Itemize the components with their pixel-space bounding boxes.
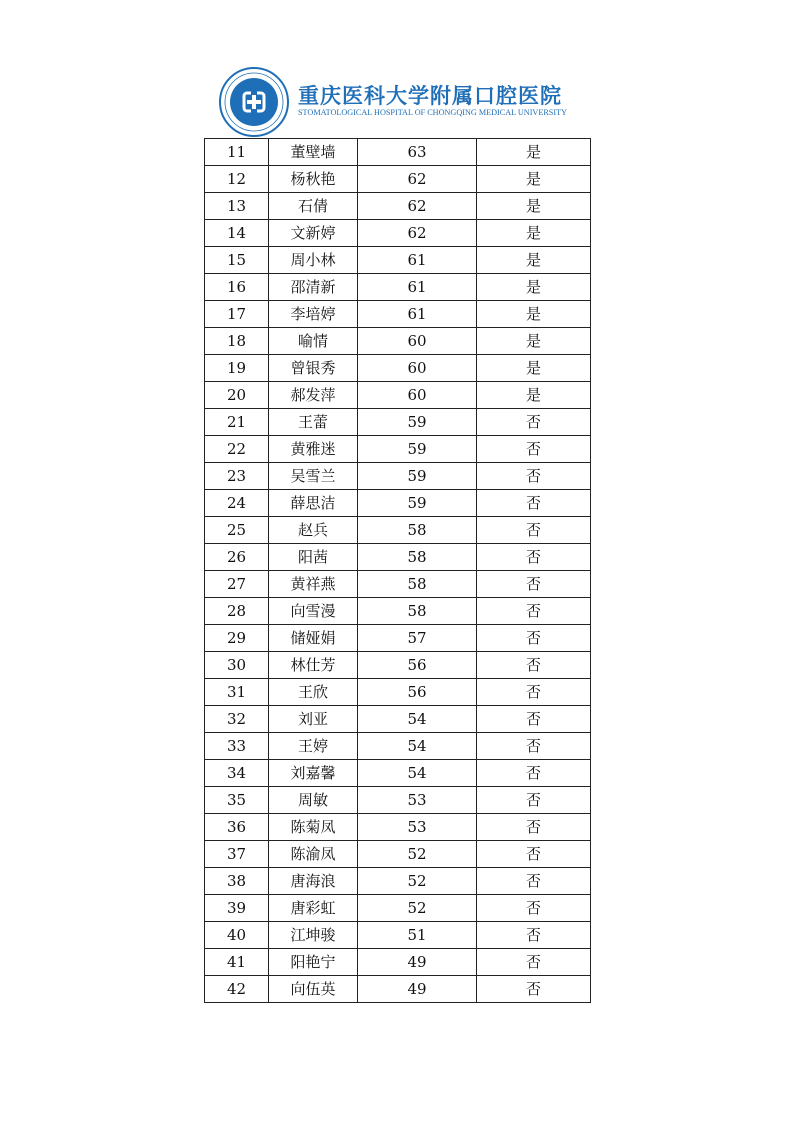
- table-row: [205, 652, 591, 679]
- row-number-cell: 22: [205, 436, 269, 463]
- score-cell: 59: [358, 490, 477, 517]
- table-row: [205, 193, 591, 220]
- table-row: [205, 922, 591, 949]
- row-number-cell: 27: [205, 571, 269, 598]
- pass-cell: 是: [477, 301, 591, 328]
- row-number-cell: 13: [205, 193, 269, 220]
- name-cell: 储娅娟: [269, 625, 358, 652]
- name-cell: 王欣: [269, 679, 358, 706]
- pass-cell: 否: [477, 760, 591, 787]
- name-cell: 王蕾: [269, 409, 358, 436]
- name-cell: 陈菊凤: [269, 814, 358, 841]
- row-number-cell: 21: [205, 409, 269, 436]
- pass-cell: 是: [477, 328, 591, 355]
- score-cell: 56: [358, 652, 477, 679]
- table-row: [205, 787, 591, 814]
- row-number-cell: 32: [205, 706, 269, 733]
- pass-cell: 是: [477, 247, 591, 274]
- score-cell: 58: [358, 517, 477, 544]
- table-row: [205, 760, 591, 787]
- table-row: [205, 814, 591, 841]
- row-number-cell: 20: [205, 382, 269, 409]
- pass-cell: 否: [477, 976, 591, 1003]
- table-row: [205, 706, 591, 733]
- score-cell: 56: [358, 679, 477, 706]
- table-row: [205, 274, 591, 301]
- score-cell: 58: [358, 571, 477, 598]
- name-cell: 黄祥燕: [269, 571, 358, 598]
- name-cell: 林仕芳: [269, 652, 358, 679]
- row-number-cell: 36: [205, 814, 269, 841]
- name-cell: 向伍英: [269, 976, 358, 1003]
- name-cell: 郝发萍: [269, 382, 358, 409]
- pass-cell: 否: [477, 571, 591, 598]
- score-cell: 59: [358, 409, 477, 436]
- table-row: [205, 301, 591, 328]
- score-cell: 52: [358, 841, 477, 868]
- pass-cell: 否: [477, 841, 591, 868]
- row-number-cell: 11: [205, 139, 269, 166]
- pass-cell: 是: [477, 139, 591, 166]
- table-row: [205, 598, 591, 625]
- name-cell: 赵兵: [269, 517, 358, 544]
- hospital-name-cn: 重庆医科大学附属口腔医院: [298, 84, 562, 108]
- row-number-cell: 30: [205, 652, 269, 679]
- name-cell: 王婷: [269, 733, 358, 760]
- score-cell: 62: [358, 193, 477, 220]
- score-cell: 63: [358, 139, 477, 166]
- row-number-cell: 31: [205, 679, 269, 706]
- score-cell: 61: [358, 247, 477, 274]
- name-cell: 阳茜: [269, 544, 358, 571]
- name-cell: 薛思洁: [269, 490, 358, 517]
- score-cell: 58: [358, 598, 477, 625]
- table-row: [205, 868, 591, 895]
- pass-cell: 否: [477, 436, 591, 463]
- name-cell: 唐海浪: [269, 868, 358, 895]
- pass-cell: 否: [477, 895, 591, 922]
- row-number-cell: 14: [205, 220, 269, 247]
- table-row: [205, 409, 591, 436]
- pass-cell: 是: [477, 382, 591, 409]
- row-number-cell: 33: [205, 733, 269, 760]
- name-cell: 吴雪兰: [269, 463, 358, 490]
- table-row: [205, 166, 591, 193]
- row-number-cell: 25: [205, 517, 269, 544]
- name-cell: 陈渝凤: [269, 841, 358, 868]
- hospital-logo-icon: [218, 66, 290, 138]
- name-cell: 文新婷: [269, 220, 358, 247]
- score-table-body: [205, 139, 591, 1003]
- row-number-cell: 17: [205, 301, 269, 328]
- name-cell: 曾银秀: [269, 355, 358, 382]
- name-cell: 刘嘉馨: [269, 760, 358, 787]
- score-cell: 52: [358, 868, 477, 895]
- row-number-cell: 39: [205, 895, 269, 922]
- score-cell: 60: [358, 355, 477, 382]
- row-number-cell: 38: [205, 868, 269, 895]
- pass-cell: 否: [477, 922, 591, 949]
- score-cell: 52: [358, 895, 477, 922]
- hospital-name-en: STOMATOLOGICAL HOSPITAL OF CHONGQING MEDICAL UNIVERSITY: [298, 108, 567, 117]
- table-row: [205, 895, 591, 922]
- row-number-cell: 42: [205, 976, 269, 1003]
- pass-cell: 否: [477, 868, 591, 895]
- row-number-cell: 29: [205, 625, 269, 652]
- table-row: [205, 355, 591, 382]
- row-number-cell: 23: [205, 463, 269, 490]
- row-number-cell: 35: [205, 787, 269, 814]
- name-cell: 喻情: [269, 328, 358, 355]
- table-row: [205, 247, 591, 274]
- table-row: [205, 220, 591, 247]
- score-cell: 60: [358, 328, 477, 355]
- name-cell: 江坤骏: [269, 922, 358, 949]
- row-number-cell: 18: [205, 328, 269, 355]
- row-number-cell: 15: [205, 247, 269, 274]
- score-cell: 53: [358, 787, 477, 814]
- table-row: [205, 139, 591, 166]
- pass-cell: 是: [477, 193, 591, 220]
- table-row: [205, 949, 591, 976]
- pass-cell: 否: [477, 733, 591, 760]
- row-number-cell: 16: [205, 274, 269, 301]
- score-cell: 53: [358, 814, 477, 841]
- score-cell: 61: [358, 274, 477, 301]
- name-cell: 石倩: [269, 193, 358, 220]
- row-number-cell: 19: [205, 355, 269, 382]
- table-row: [205, 625, 591, 652]
- pass-cell: 否: [477, 814, 591, 841]
- pass-cell: 否: [477, 598, 591, 625]
- pass-cell: 否: [477, 517, 591, 544]
- name-cell: 周小林: [269, 247, 358, 274]
- name-cell: 向雪漫: [269, 598, 358, 625]
- table-row: [205, 544, 591, 571]
- score-cell: 49: [358, 976, 477, 1003]
- score-cell: 54: [358, 706, 477, 733]
- pass-cell: 是: [477, 274, 591, 301]
- score-cell: 49: [358, 949, 477, 976]
- table-row: [205, 490, 591, 517]
- score-table: [204, 138, 591, 1003]
- pass-cell: 否: [477, 706, 591, 733]
- table-row: [205, 382, 591, 409]
- score-cell: 59: [358, 463, 477, 490]
- row-number-cell: 28: [205, 598, 269, 625]
- name-cell: 李培婷: [269, 301, 358, 328]
- score-cell: 61: [358, 301, 477, 328]
- row-number-cell: 41: [205, 949, 269, 976]
- score-cell: 60: [358, 382, 477, 409]
- pass-cell: 否: [477, 463, 591, 490]
- score-cell: 54: [358, 760, 477, 787]
- score-cell: 57: [358, 625, 477, 652]
- table-row: [205, 328, 591, 355]
- score-cell: 62: [358, 220, 477, 247]
- pass-cell: 是: [477, 355, 591, 382]
- name-cell: 杨秋艳: [269, 166, 358, 193]
- name-cell: 邵清新: [269, 274, 358, 301]
- table-row: [205, 571, 591, 598]
- pass-cell: 否: [477, 679, 591, 706]
- table-row: [205, 679, 591, 706]
- document-header: [218, 66, 588, 138]
- table-row: [205, 463, 591, 490]
- pass-cell: 否: [477, 949, 591, 976]
- pass-cell: 否: [477, 787, 591, 814]
- name-cell: 董壁墙: [269, 139, 358, 166]
- row-number-cell: 24: [205, 490, 269, 517]
- table-row: [205, 517, 591, 544]
- name-cell: 周敏: [269, 787, 358, 814]
- pass-cell: 是: [477, 166, 591, 193]
- score-cell: 58: [358, 544, 477, 571]
- pass-cell: 否: [477, 544, 591, 571]
- row-number-cell: 12: [205, 166, 269, 193]
- pass-cell: 是: [477, 220, 591, 247]
- score-cell: 59: [358, 436, 477, 463]
- score-cell: 51: [358, 922, 477, 949]
- name-cell: 刘亚: [269, 706, 358, 733]
- name-cell: 黄雅迷: [269, 436, 358, 463]
- row-number-cell: 40: [205, 922, 269, 949]
- name-cell: 唐彩虹: [269, 895, 358, 922]
- row-number-cell: 37: [205, 841, 269, 868]
- name-cell: 阳艳宁: [269, 949, 358, 976]
- pass-cell: 否: [477, 490, 591, 517]
- pass-cell: 否: [477, 409, 591, 436]
- row-number-cell: 26: [205, 544, 269, 571]
- table-row: [205, 841, 591, 868]
- score-cell: 54: [358, 733, 477, 760]
- row-number-cell: 34: [205, 760, 269, 787]
- table-row: [205, 733, 591, 760]
- pass-cell: 否: [477, 652, 591, 679]
- table-row: [205, 436, 591, 463]
- table-row: [205, 976, 591, 1003]
- score-cell: 62: [358, 166, 477, 193]
- pass-cell: 否: [477, 625, 591, 652]
